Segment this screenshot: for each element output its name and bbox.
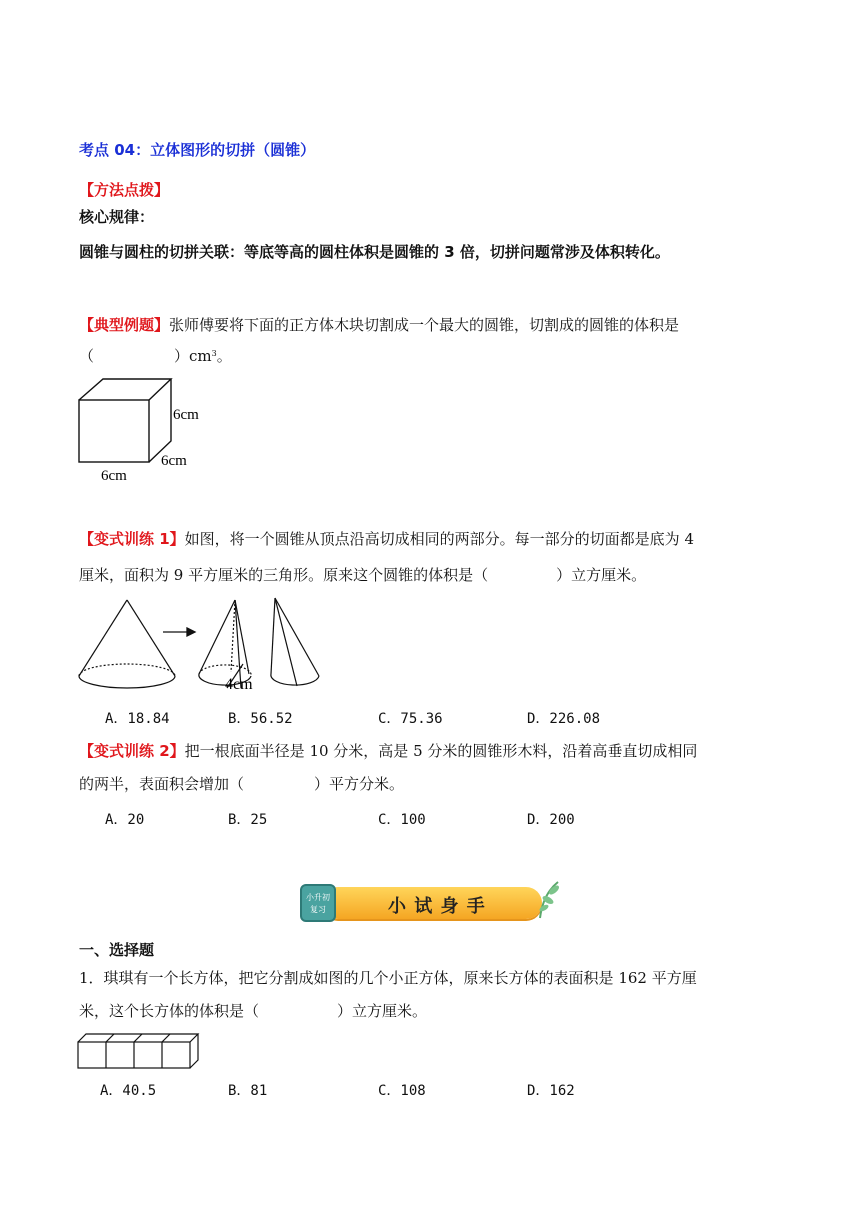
cone-base-back xyxy=(79,664,175,676)
variant2-line2 xyxy=(79,774,404,794)
section-banner xyxy=(300,880,562,928)
variant2-text-3: ）平方分米。 xyxy=(314,775,405,793)
q1-text-2: 米，这个长方体的体积是（ xyxy=(79,1002,260,1020)
variant1-option-a[interactable]: A．18.84 xyxy=(105,711,170,727)
variant1-option-b[interactable]: B．56.52 xyxy=(228,711,293,727)
cone-base-front xyxy=(79,676,175,688)
core-label: 核心规律： xyxy=(79,208,155,226)
variant1-option-c[interactable]: C．75.36 xyxy=(378,711,443,727)
right-arrow-icon xyxy=(163,628,195,636)
half2-cut-edge xyxy=(275,598,297,686)
variant1-line2 xyxy=(79,565,646,585)
q1-line2 xyxy=(79,1001,427,1021)
cube-width-label: 6cm xyxy=(101,468,127,484)
half2-right-edge xyxy=(275,598,319,676)
half2-left-edge xyxy=(271,598,275,674)
cube-height-label: 6cm xyxy=(173,407,199,423)
variant1-text-3: ）立方厘米。 xyxy=(556,566,647,584)
badge-text-1: 小升初 xyxy=(306,893,330,902)
variant1-line1 xyxy=(79,529,694,549)
half1-base-back xyxy=(199,665,251,676)
example-line2 xyxy=(79,346,232,366)
variant1-tag: 【变式训练 1】 xyxy=(79,530,185,548)
cone-base-label: 4cm xyxy=(225,676,253,693)
q1-line1: 1．琪琪有一个长方体，把它分割成如图的几个小正方体，原来长方体的表面积是 162 平方厘 xyxy=(79,969,697,987)
half1-height-line xyxy=(231,600,235,672)
blank-open: （ xyxy=(79,347,95,365)
badge-text-2: 复习 xyxy=(310,905,326,914)
variant2-option-a[interactable]: A．20 xyxy=(105,812,145,828)
example-line1 xyxy=(79,315,679,335)
variant2-text-2: 的两半，表面积会增加（ xyxy=(79,775,245,793)
cone-right-edge xyxy=(127,600,175,676)
q1-option-a[interactable]: A．40.5 xyxy=(100,1083,157,1099)
variant2-option-b[interactable]: B．25 xyxy=(228,812,268,828)
variant2-option-c[interactable]: C．100 xyxy=(378,812,426,828)
section-title: 考点 04：立体图形的切拼（圆锥） xyxy=(79,141,316,159)
variant2-line1 xyxy=(79,741,697,761)
example-text-1: 张师傅要将下面的正方体木块切割成一个最大的圆锥，切割成的圆锥的体积是 xyxy=(169,316,680,334)
variant2-text-1: 把一根底面半径是 10 分米，高是 5 分米的圆锥形木料，沿着高垂直切成相同 xyxy=(184,742,698,760)
variant1-text-2: 厘米，面积为 9 平方厘米的三角形。原来这个圆锥的体积是（ xyxy=(79,566,489,584)
q1-text-3: ）立方厘米。 xyxy=(337,1002,428,1020)
cube-depth-label: 6cm xyxy=(161,453,187,469)
example-tag: 【典型例题】 xyxy=(79,316,170,334)
variant1-option-d[interactable]: D．226.08 xyxy=(527,711,601,727)
cone-cut-figure xyxy=(75,594,335,696)
core-rule: 圆锥与圆柱的切拼关联：等底等高的圆柱体积是圆锥的 3 倍，切拼问题常涉及体积转化。 xyxy=(79,243,670,261)
variant1-text-1: 如图，将一个圆锥从顶点沿高切成相同的两部分。每一部分的切面都是底为 4 xyxy=(184,530,694,548)
unit-sup: 3 xyxy=(211,349,217,358)
cube-figure xyxy=(75,375,215,485)
variant2-tag: 【变式训练 2】 xyxy=(79,742,185,760)
method-heading: 【方法点拨】 xyxy=(79,181,170,199)
period: 。 xyxy=(216,347,232,365)
banner-title: 小 试 身 手 xyxy=(388,896,486,917)
variant2-option-d[interactable]: D．200 xyxy=(527,812,575,828)
q1-option-d[interactable]: D．162 xyxy=(527,1083,575,1099)
cube-row-figure xyxy=(76,1032,202,1072)
exercise-section: 一、选择题 xyxy=(79,941,155,959)
cube-side-face xyxy=(149,379,171,462)
unit-cm: ）cm xyxy=(174,347,212,365)
cube-top-face xyxy=(79,379,171,400)
q1-option-b[interactable]: B．81 xyxy=(228,1083,268,1099)
leaf-icon xyxy=(534,880,562,920)
cube-front-face xyxy=(79,400,149,462)
banner-badge xyxy=(300,884,336,922)
q1-option-c[interactable]: C．108 xyxy=(378,1083,426,1099)
half1-left-edge xyxy=(199,600,235,674)
